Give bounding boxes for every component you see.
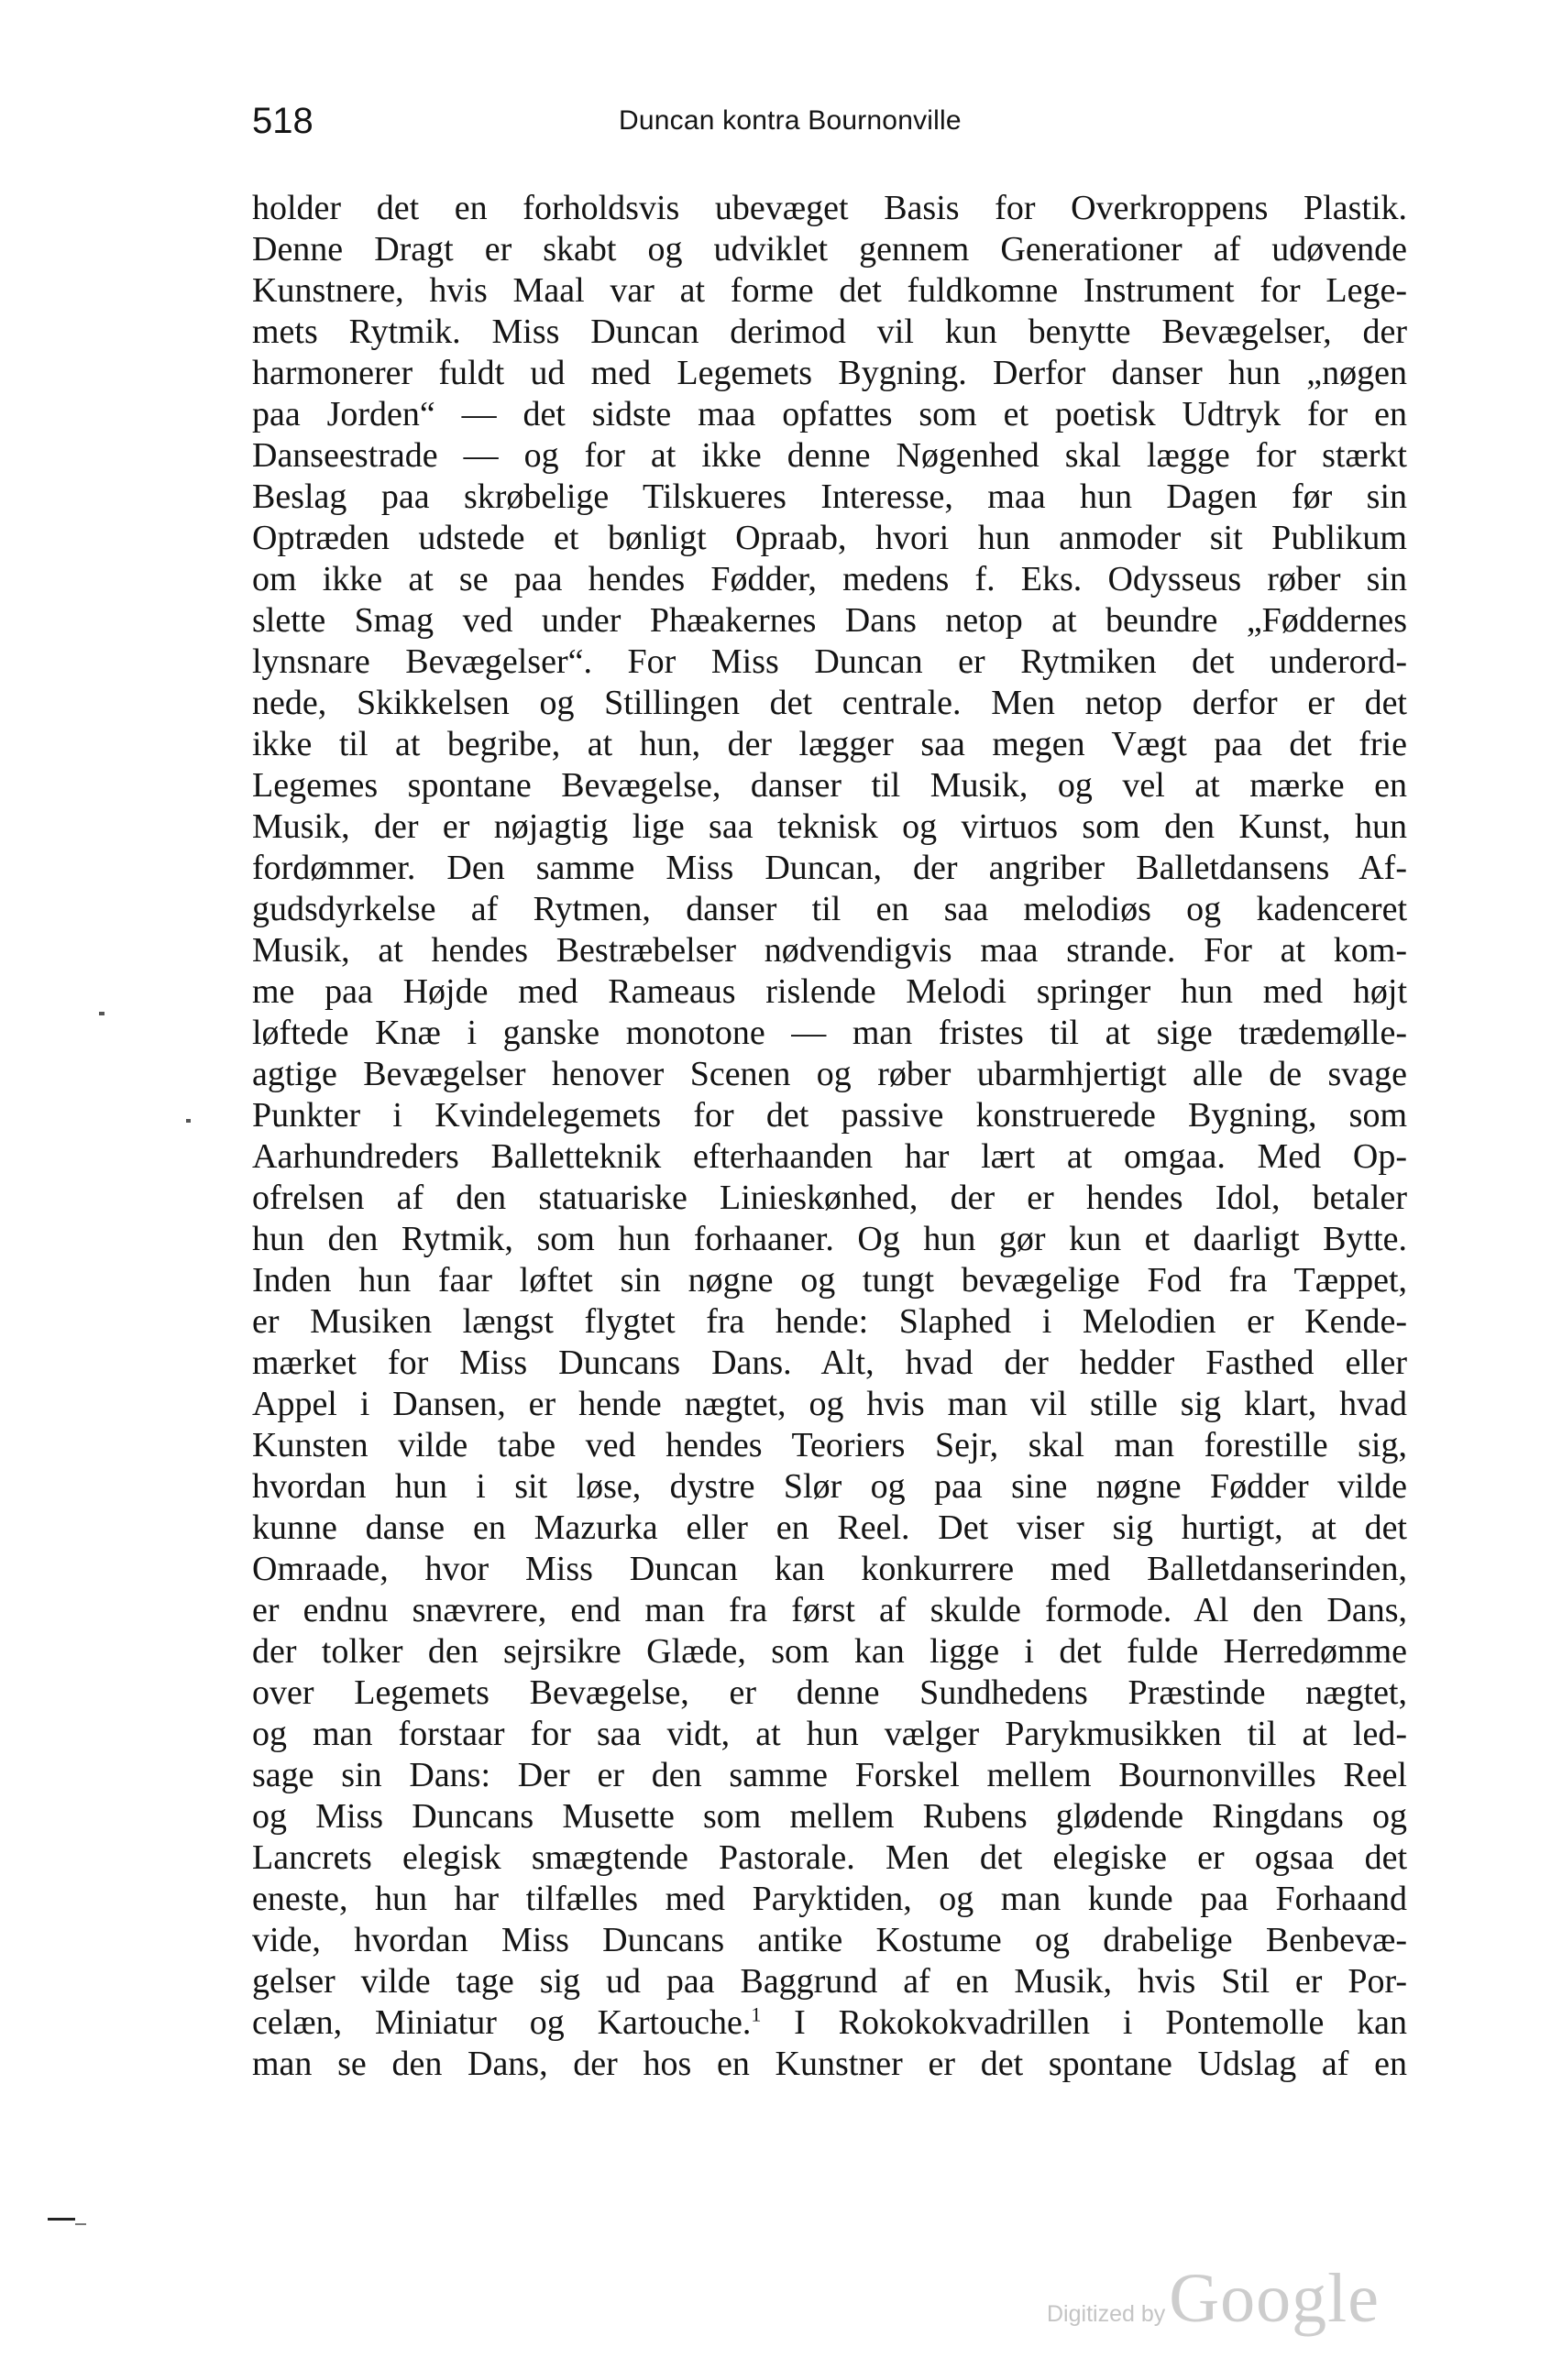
text-line: hvordan hun i sit løse, dystre Slør og paa sine nøgne Fødder vilde <box>252 1467 1407 1506</box>
text-line: er endnu snævrere, end man fra først af skulde formode. Al den Dans, <box>252 1591 1407 1629</box>
running-head: Duncan kontra Bournonville <box>619 105 962 136</box>
text-line: hun den Rytmik, som hun forhaaner. Og hun gør kun et daarligt Bytte. <box>252 1220 1407 1258</box>
text-line: der tolker den sejrsikre Glæde, som kan ligge i det fulde Herredømme <box>252 1632 1407 1671</box>
text-line-footnote <box>252 2002 1407 2044</box>
google-logo: Google <box>1169 2260 1380 2337</box>
text-line: kunne danse en Mazurka eller en Reel. Det viser sig hurtigt, at det <box>252 1508 1407 1547</box>
text-line: gudsdyrkelse af Rytmen, danser til en saa melodiøs og kadenceret <box>252 890 1407 928</box>
text-line: og man forstaar for saa vidt, at hun vælger Parykmusikken til at led- <box>252 1715 1407 1753</box>
text-line: mets Rytmik. Miss Duncan derimod vil kun benytte Bevægelser, der <box>252 313 1407 351</box>
digitized-watermark <box>1047 2259 1380 2342</box>
footnote-line-prefix: celæn, Miniatur og Kartouche. <box>252 2003 752 2042</box>
text-line: Optræden udstede et bønligt Opraab, hvori hun anmoder sit Publikum <box>252 519 1407 557</box>
text-line: Inden hun faar løftet sin nøgne og tungt bevægelige Fod fra Tæppet, <box>252 1261 1407 1300</box>
page-number: 518 <box>252 101 314 141</box>
text-line: slette Smag ved under Phæakernes Dans netop at beundre „Føddernes <box>252 601 1407 640</box>
scan-smudge <box>75 2223 86 2225</box>
text-line: holder det en forholdsvis ubevæget Basis for Overkroppens Plastik. <box>252 189 1407 227</box>
text-line: Legemes spontane Bevægelse, danser til Musik, og vel at mærke en <box>252 766 1407 805</box>
text-line: ofrelsen af den statuariske Linieskønhed, der er hendes Idol, betaler <box>252 1179 1407 1217</box>
text-line: Kunsten vilde tabe ved hendes Teoriers Sejr, skal man forestille sig, <box>252 1426 1407 1464</box>
text-line: Musik, at hendes Bestræbelser nødvendigvis maa strande. For at kom- <box>252 931 1407 970</box>
text-line: paa Jorden“ — det sidste maa opfattes som et poetisk Udtryk for en <box>252 395 1407 433</box>
scan-smudge <box>48 2218 75 2221</box>
text-line: fordømmer. Den samme Miss Duncan, der angriber Balletdansens Af- <box>252 849 1407 887</box>
text-line: Kunstnere, hvis Maal var at forme det fuldkomne Instrument for Lege- <box>252 271 1407 310</box>
text-line: Lancrets elegisk smægtende Pastorale. Men det elegiske er ogsaa det <box>252 1838 1407 1877</box>
text-line: om ikke at se paa hendes Fødder, medens f. Eks. Odysseus røber sin <box>252 560 1407 598</box>
text-line: lynsnare Bevægelser“. For Miss Duncan er Rytmiken det underord- <box>252 642 1407 681</box>
text-line: Appel i Dansen, er hende nægtet, og hvis man vil stille sig klart, hvad <box>252 1385 1407 1423</box>
page-header <box>252 99 1407 143</box>
text-line: Omraade, hvor Miss Duncan kan konkurrere med Balletdanserinden, <box>252 1550 1407 1588</box>
text-line: gelser vilde tage sig ud paa Baggrund af en Musik, hvis Stil er Por- <box>252 1962 1407 2001</box>
text-line: løftede Knæ i ganske monotone — man fristes til at sige trædemølle- <box>252 1014 1407 1052</box>
scan-speck <box>186 1119 191 1123</box>
text-line: Musik, der er nøjagtig lige saa teknisk og virtuos som den Kunst, hun <box>252 807 1407 846</box>
text-line: Beslag paa skrøbelige Tilskueres Interesse, maa hun Dagen før sin <box>252 477 1407 516</box>
text-line: Aarhundreders Balletteknik efterhaanden har lært at omgaa. Med Op- <box>252 1137 1407 1176</box>
footnote-line-suffix: I Rokokokvadrillen i Pontemolle kan <box>761 2003 1407 2042</box>
text-line: sage sin Dans: Der er den samme Forskel mellem Bournonvilles Reel <box>252 1756 1407 1794</box>
scan-speck <box>99 1012 104 1015</box>
body-text <box>252 188 1407 2085</box>
text-line: man se den Dans, der hos en Kunstner er det spontane Udslag af en <box>252 2045 1407 2083</box>
text-line: harmonerer fuldt ud med Legemets Bygning. Derfor danser hun „nøgen <box>252 354 1407 392</box>
text-line: ikke til at begribe, at hun, der lægger saa megen Vægt paa det frie <box>252 725 1407 763</box>
text-line: agtige Bevægelser henover Scenen og røber ubarmhjertigt alle de svage <box>252 1055 1407 1093</box>
text-line: eneste, hun har tilfælles med Paryktiden, og man kunde paa Forhaand <box>252 1880 1407 1918</box>
text-line: me paa Højde med Rameaus rislende Melodi springer hun med højt <box>252 972 1407 1011</box>
text-line: Denne Dragt er skabt og udviklet gennem Generationer af udøvende <box>252 230 1407 269</box>
text-line: og Miss Duncans Musette som mellem Rubens glødende Ringdans og <box>252 1797 1407 1836</box>
text-line: er Musiken længst flygtet fra hende: Slaphed i Melodien er Kende- <box>252 1302 1407 1341</box>
footnote-marker[interactable]: 1 <box>751 2002 762 2026</box>
text-line: Punkter i Kvindelegemets for det passive konstruerede Bygning, som <box>252 1096 1407 1135</box>
watermark-prefix: Digitized by <box>1047 2301 1166 2327</box>
text-line: vide, hvordan Miss Duncans antike Kostume og drabelige Benbevæ- <box>252 1921 1407 1959</box>
text-line: mærket for Miss Duncans Dans. Alt, hvad der hedder Fasthed eller <box>252 1344 1407 1382</box>
text-line: over Legemets Bevægelse, er denne Sundhedens Præstinde nægtet, <box>252 1673 1407 1712</box>
text-line: nede, Skikkelsen og Stillingen det centrale. Men netop derfor er det <box>252 684 1407 722</box>
text-line: Danseestrade — og for at ikke denne Nøgenhed skal lægge for stærkt <box>252 436 1407 475</box>
